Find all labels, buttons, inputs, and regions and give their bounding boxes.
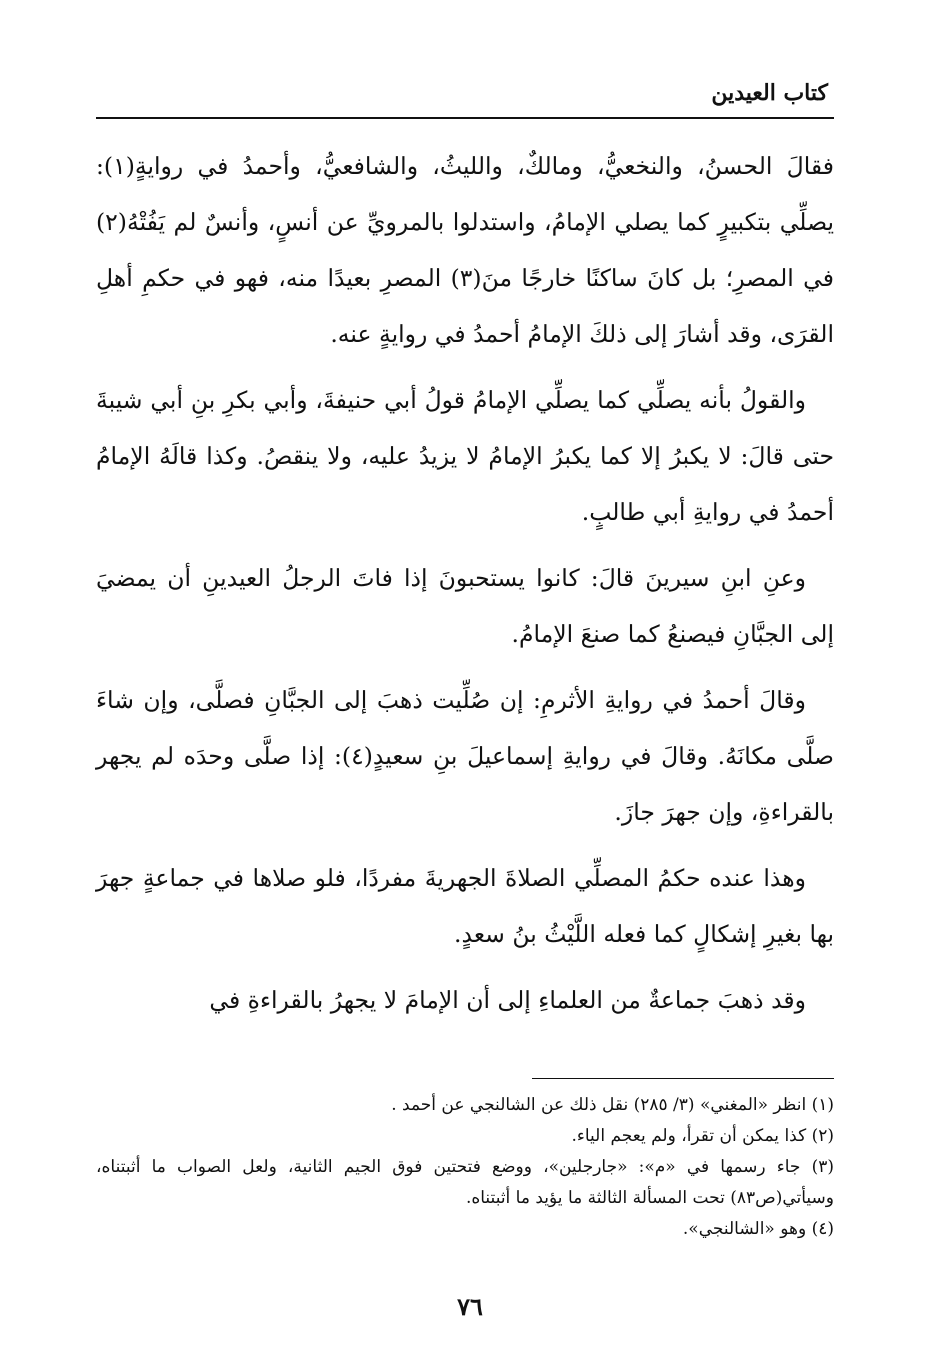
main-text	[96, 138, 834, 1038]
footnote: (٤) وهو «الشالنجي».	[682, 1219, 834, 1239]
paragraph: والقولُ بأنه يصلِّي كما يصلِّي الإمامُ قولُ أبي حنيفةَ، وأبي بكرِ بنِ أبي شيبةَ حتى قالَ: لا يكبرُ إلا كما يكبرُ الإمامُ لا يزيدُ عليه، ولا ينقصُ. وكذا قالَهُ الإمامُ أحمدُ في روايةِ أبي طالبٍ.	[96, 386, 834, 526]
footnotes	[96, 1090, 834, 1245]
footnote-separator	[532, 1078, 834, 1079]
running-header-title: كتاب العيدين	[711, 80, 828, 106]
paragraph: وقالَ أحمدُ في روايةِ الأثرمِ: إن صُلِّيت ذهبَ إلى الجبَّانِ فصلَّى، وإن شاءَ صلَّى مكانَهُ. وقالَ في روايةِ إسماعيلَ بنِ سعيدٍ(٤): إذا صلَّى وحدَه لم يجهر بالقراءةِ، وإن جهرَ جازَ.	[96, 686, 834, 826]
paragraph: فقالَ الحسنُ، والنخعيُّ، ومالكٌ، والليثُ، والشافعيُّ، وأحمدُ في روايةٍ(١): يصلِّي بتكبيرٍ كما يصلي الإمامُ، واستدلوا بالمرويِّ عن أنسٍ، وأنسٌ لم يَفُتْهُ(٢) في المصرِ؛ بل كانَ ساكنًا خارجًا منَ(٣) المصرِ بعيدًا منه، فهو في حكمِ أهلِ القرَى، وقد أشارَ إلى ذلكَ الإمامُ أحمدُ في روايةٍ عنه.	[96, 152, 834, 348]
footnote: (١) انظر «المغني» (٣/ ٢٨٥) نقل ذلك عن الشالنجي عن أحمد .	[391, 1095, 834, 1115]
paragraph: وقد ذهبَ جماعةٌ من العلماءِ إلى أن الإمامَ لا يجهرُ بالقراءةِ في	[209, 986, 806, 1014]
header-rule	[96, 117, 834, 119]
paragraph: وهذا عنده حكمُ المصلِّي الصلاةَ الجهريةَ مفردًا، فلو صلاها في جماعةٍ جهرَ بها بغيرِ إشكالٍ كما فعله اللَّيْثُ بنُ سعدٍ.	[96, 864, 834, 948]
page-number: ٧٦	[457, 1292, 483, 1321]
paragraph: وعنِ ابنِ سيرينَ قالَ: كانوا يستحبونَ إذا فاتَ الرجلُ العيدينِ أن يمضيَ إلى الجبَّانِ فيصنعُ كما صنعَ الإمامُ.	[96, 564, 834, 648]
footnote: (٣) جاء رسمها في «م»: «جارجلين»، ووضع فتحتين فوق الجيم الثانية، ولعل الصواب ما أثبتناه، وسيأتي(ص٨٣) تحت المسألة الثالثة ما يؤيد ما أثبتناه.	[96, 1157, 834, 1208]
footnote: (٢) كذا يمكن أن تقرأ، ولم يعجم الياء.	[571, 1126, 834, 1146]
